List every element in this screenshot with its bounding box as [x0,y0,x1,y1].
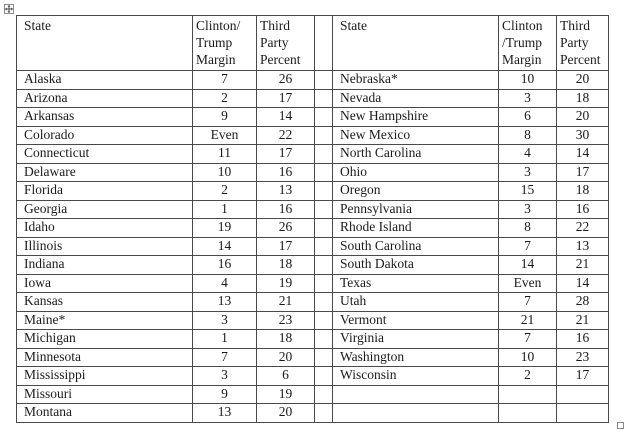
right-margin-cell: 7 [499,293,557,312]
right-margin-cell: 15 [499,182,557,201]
right-third-cell: 14 [557,274,609,293]
left-state-cell: Minnesota [17,348,193,367]
gap-cell [315,293,333,312]
table-header-row [17,16,609,71]
left-state-cell: Missouri [17,385,193,404]
left-margin-cell: 11 [193,145,257,164]
right-state-cell: Texas [333,274,499,293]
left-margin-cell: 9 [193,108,257,127]
left-margin-cell: 4 [193,274,257,293]
left-state-cell: Florida [17,182,193,201]
table-row [17,89,609,108]
gap-cell [315,348,333,367]
gap-cell [315,385,333,404]
left-state-cell: Michigan [17,330,193,349]
gap-cell [315,145,333,164]
left-state-cell: Connecticut [17,145,193,164]
gap-cell [315,16,333,71]
right-third-cell: 16 [557,330,609,349]
right-third-cell: 23 [557,348,609,367]
left-third-cell: 14 [257,108,315,127]
right-state-cell: New Hampshire [333,108,499,127]
right-third-cell: 17 [557,367,609,386]
left-margin-cell: 1 [193,330,257,349]
right-state-cell [333,385,499,404]
left-third-cell: 23 [257,311,315,330]
table-row [17,237,609,256]
left-margin-cell: 7 [193,71,257,90]
left-margin-cell: 7 [193,348,257,367]
left-state-cell: Montana [17,404,193,423]
right-margin-cell: 6 [499,108,557,127]
gap-cell [315,237,333,256]
right-third-cell: 28 [557,293,609,312]
right-margin-cell: 7 [499,237,557,256]
gap-cell [315,311,333,330]
election-table [16,15,609,423]
table-move-handle-icon[interactable] [4,4,14,14]
right-margin-cell: 10 [499,71,557,90]
right-state-cell: Wisconsin [333,367,499,386]
table-row [17,163,609,182]
right-state-cell: Pennsylvania [333,200,499,219]
table-row [17,330,609,349]
right-state-cell: Nevada [333,89,499,108]
table-resize-handle-icon[interactable] [617,422,624,429]
right-margin-cell: Even [499,274,557,293]
table-row [17,311,609,330]
header-state-right: State [333,16,499,71]
gap-cell [315,163,333,182]
left-margin-cell: 13 [193,404,257,423]
right-state-cell: Utah [333,293,499,312]
gap-cell [315,200,333,219]
gap-cell [315,182,333,201]
right-third-cell: 18 [557,89,609,108]
right-third-cell: 20 [557,108,609,127]
right-margin-cell: 2 [499,367,557,386]
right-margin-cell [499,404,557,423]
left-margin-cell: 10 [193,163,257,182]
table-row [17,108,609,127]
right-third-cell [557,404,609,423]
right-third-cell [557,385,609,404]
table-row [17,182,609,201]
gap-cell [315,89,333,108]
left-third-cell: 13 [257,182,315,201]
right-third-cell: 13 [557,237,609,256]
right-margin-cell: 21 [499,311,557,330]
right-margin-cell [499,385,557,404]
right-state-cell: Oregon [333,182,499,201]
left-margin-cell: 2 [193,89,257,108]
gap-cell [315,274,333,293]
table-row [17,200,609,219]
left-third-cell: 18 [257,330,315,349]
left-margin-cell: 13 [193,293,257,312]
left-third-cell: 17 [257,237,315,256]
left-third-cell: 6 [257,367,315,386]
right-third-cell: 14 [557,145,609,164]
table-row [17,126,609,145]
left-margin-cell: 19 [193,219,257,238]
right-state-cell: Rhode Island [333,219,499,238]
right-third-cell: 30 [557,126,609,145]
left-third-cell: 18 [257,256,315,275]
right-third-cell: 21 [557,311,609,330]
right-state-cell: North Carolina [333,145,499,164]
left-third-cell: 17 [257,89,315,108]
gap-cell [315,108,333,127]
left-state-cell: Illinois [17,237,193,256]
right-third-cell: 21 [557,256,609,275]
left-margin-cell: 1 [193,200,257,219]
left-third-cell: 22 [257,126,315,145]
left-third-cell: 16 [257,163,315,182]
left-state-cell: Delaware [17,163,193,182]
left-state-cell: Indiana [17,256,193,275]
left-third-cell: 26 [257,71,315,90]
right-margin-cell: 8 [499,126,557,145]
table-row [17,367,609,386]
right-third-cell: 16 [557,200,609,219]
left-margin-cell: 3 [193,367,257,386]
gap-cell [315,404,333,423]
right-margin-cell: 7 [499,330,557,349]
gap-cell [315,367,333,386]
left-third-cell: 21 [257,293,315,312]
right-state-cell: South Carolina [333,237,499,256]
left-third-cell: 20 [257,404,315,423]
right-margin-cell: 8 [499,219,557,238]
right-state-cell: Ohio [333,163,499,182]
right-state-cell: Virginia [333,330,499,349]
right-margin-cell: 3 [499,200,557,219]
left-third-cell: 16 [257,200,315,219]
header-margin-right: Clinton /Trump Margin [499,16,557,71]
left-margin-cell: 3 [193,311,257,330]
right-state-cell [333,404,499,423]
table-row [17,274,609,293]
left-margin-cell: 14 [193,237,257,256]
left-state-cell: Mississippi [17,367,193,386]
right-margin-cell: 4 [499,145,557,164]
left-state-cell: Georgia [17,200,193,219]
right-third-cell: 22 [557,219,609,238]
left-state-cell: Idaho [17,219,193,238]
header-state-left: State [17,16,193,71]
gap-cell [315,126,333,145]
right-margin-cell: 10 [499,348,557,367]
gap-cell [315,219,333,238]
right-margin-cell: 14 [499,256,557,275]
left-state-cell: Arizona [17,89,193,108]
left-third-cell: 19 [257,385,315,404]
table-row [17,404,609,423]
left-state-cell: Arkansas [17,108,193,127]
right-state-cell: Vermont [333,311,499,330]
left-state-cell: Kansas [17,293,193,312]
left-state-cell: Alaska [17,71,193,90]
table-row [17,71,609,90]
right-state-cell: Nebraska* [333,71,499,90]
table-row [17,219,609,238]
left-state-cell: Colorado [17,126,193,145]
left-state-cell: Iowa [17,274,193,293]
gap-cell [315,330,333,349]
table-row [17,256,609,275]
table-row [17,385,609,404]
right-state-cell: Washington [333,348,499,367]
table-row [17,293,609,312]
right-margin-cell: 3 [499,89,557,108]
right-margin-cell: 3 [499,163,557,182]
right-state-cell: New Mexico [333,126,499,145]
left-margin-cell: 16 [193,256,257,275]
right-state-cell: South Dakota [333,256,499,275]
header-third-left: Third Party Percent [257,16,315,71]
left-margin-cell: 2 [193,182,257,201]
right-third-cell: 20 [557,71,609,90]
right-third-cell: 18 [557,182,609,201]
left-third-cell: 20 [257,348,315,367]
left-third-cell: 19 [257,274,315,293]
left-state-cell: Maine* [17,311,193,330]
header-margin-left: Clinton/ Trump Margin [193,16,257,71]
table-row [17,145,609,164]
table-row [17,348,609,367]
right-third-cell: 17 [557,163,609,182]
left-margin-cell: Even [193,126,257,145]
gap-cell [315,256,333,275]
left-third-cell: 17 [257,145,315,164]
left-third-cell: 26 [257,219,315,238]
gap-cell [315,71,333,90]
header-third-right: Third Party Percent [557,16,609,71]
left-margin-cell: 9 [193,385,257,404]
